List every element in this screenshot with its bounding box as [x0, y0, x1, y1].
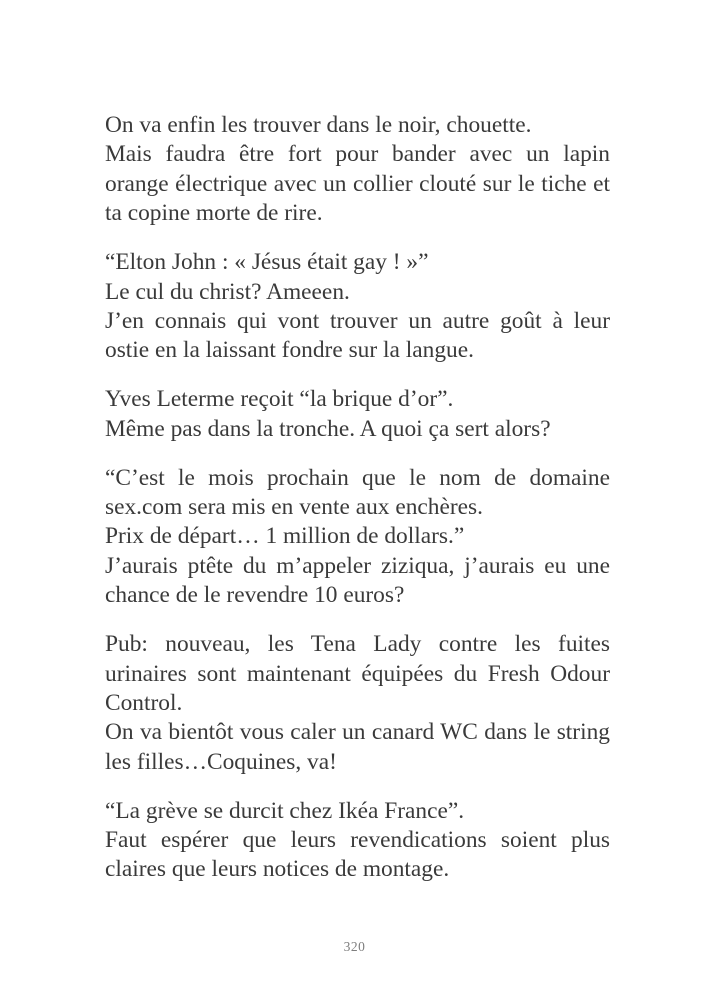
text-segment: Pub: nouveau, les Tena Lady contre les fuites urinaires sont maintenant équipées du Fresh Odour Control.	[105, 631, 610, 716]
paragraph	[105, 385, 610, 444]
paragraph	[105, 630, 610, 777]
text-segment: “C’est le mois prochain que le nom de domaine sex.com sera mis en vente aux enchères.	[105, 464, 610, 520]
paragraph	[105, 111, 610, 229]
page-text-block	[105, 111, 610, 904]
text-segment: J’en connais qui vont trouver un autre goût à leur ostie en la laissant fondre sur la langue.	[105, 307, 610, 364]
text-segment: Même pas dans la tronche. A quoi ça sert alors?	[105, 415, 551, 442]
page-number: 320	[343, 939, 366, 954]
text-segment: J’aurais ptête du m’appeler ziziqua, j’aurais eu une chance de le revendre 10 euros?	[105, 552, 610, 609]
text-segment: Yves Leterme reçoit “la brique d’or”.	[105, 386, 454, 413]
text-segment: On va bientôt vous caler un canard WC dans le string les filles…Coquines, va!	[105, 719, 610, 775]
paragraph	[105, 464, 610, 611]
text-segment: “Elton John : « Jésus était gay ! »”	[105, 249, 429, 276]
text-segment: Le cul du christ? Ameeen.	[105, 278, 350, 305]
text-segment: On va enfin les trouver dans le noir, chouette.	[105, 112, 532, 138]
text-segment: Prix de départ… 1 million de dollars.”	[105, 523, 465, 550]
text-segment: “La grève se durcit chez Ikéa France”.	[105, 797, 465, 824]
paragraph	[105, 248, 610, 366]
text-segment: Faut espérer que leurs revendications soient plus claires que leurs notices de montage.	[105, 827, 610, 883]
paragraph	[105, 797, 610, 885]
text-segment: Mais faudra être fort pour bander avec un lapin orange électrique avec un collier clouté sur le tiche et ta copine morte de rire.	[105, 141, 610, 227]
